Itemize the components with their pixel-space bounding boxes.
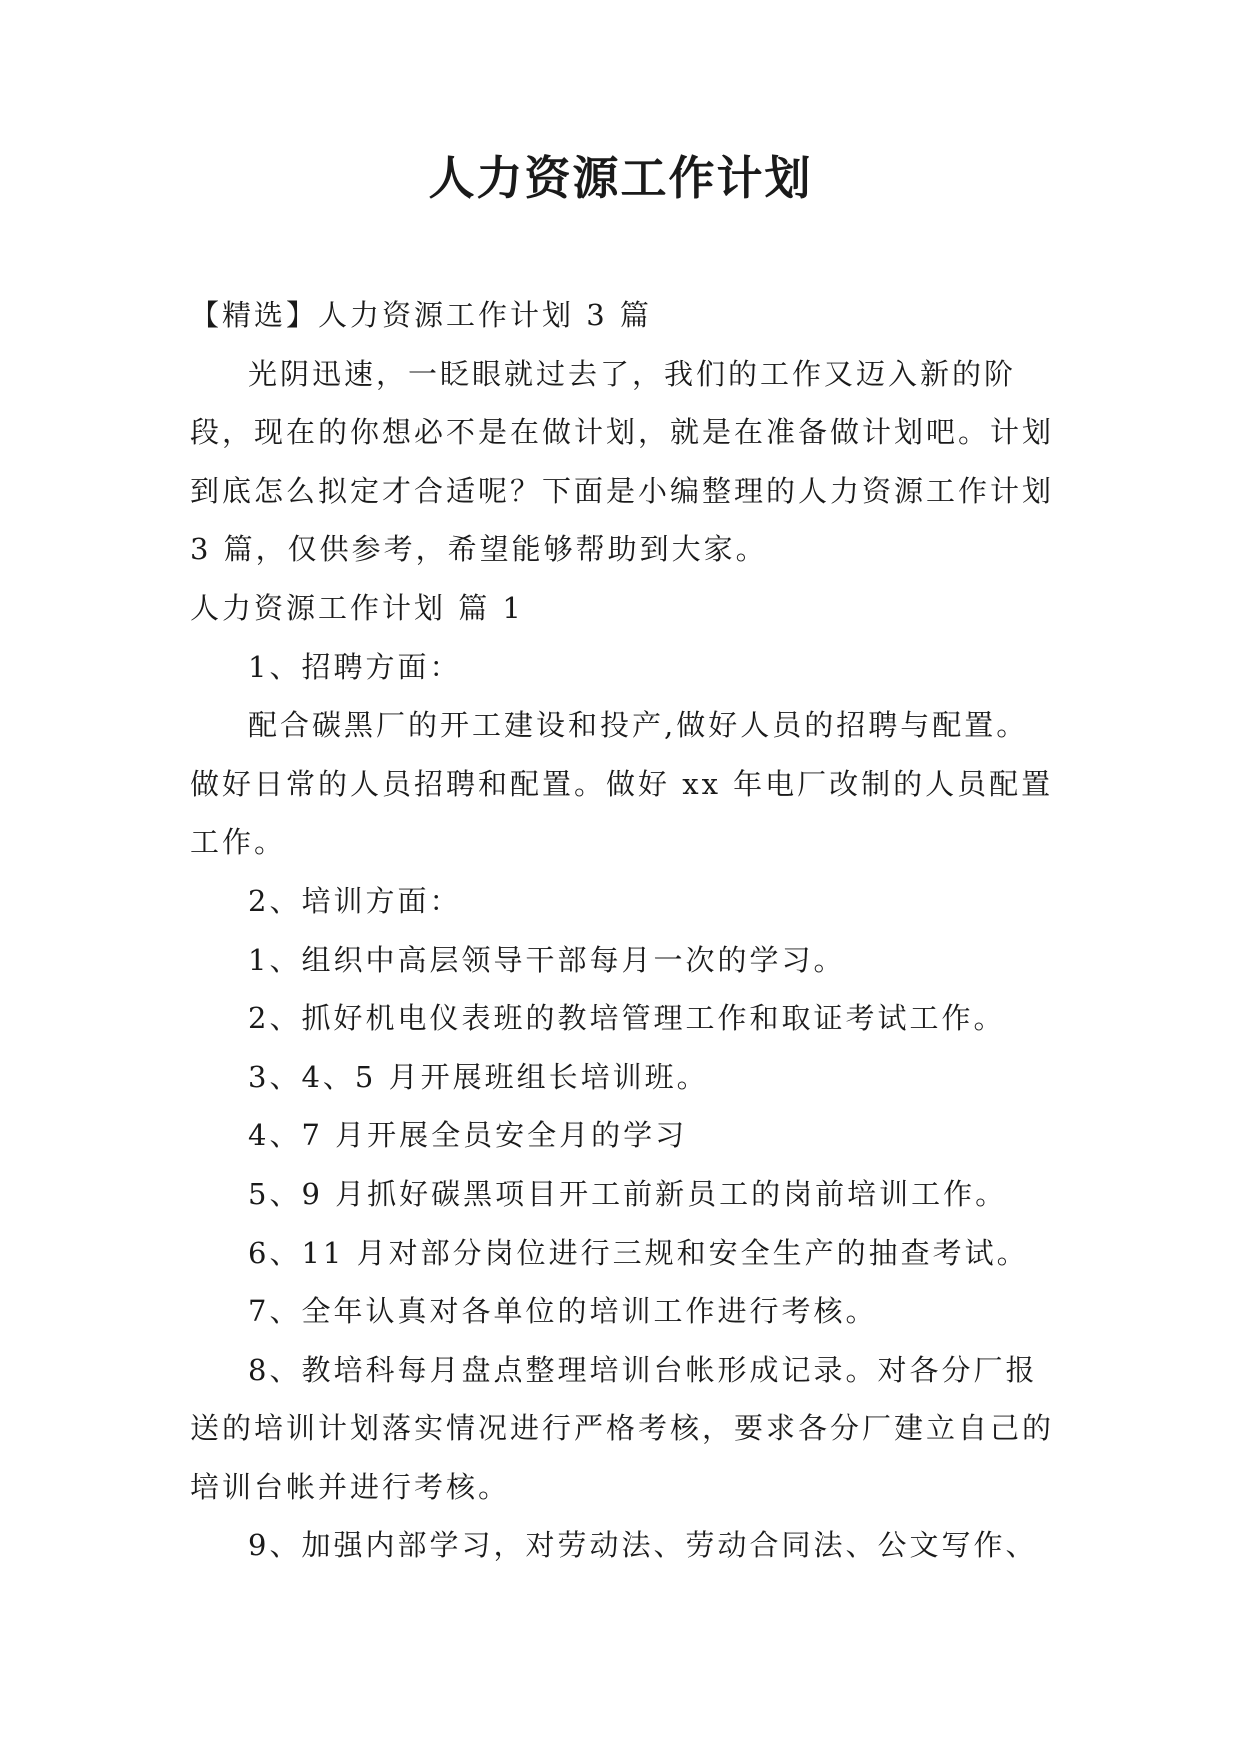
list-item: 2、抓好机电仪表班的教培管理工作和取证考试工作。 — [248, 1001, 1006, 1036]
paragraph-recruitment: 配合碳黑厂的开工建设和投产,做好人员的招聘与配置。做好日常的人员招聘和配置。做好 xx 年电厂改制的人员配置工作。 — [190, 708, 1054, 860]
list-item: 9、加强内部学习，对劳动法、劳动合同法、公文写作、 — [248, 1528, 1038, 1563]
document-body — [190, 286, 1060, 1575]
subheading-recruitment: 1、招聘方面： — [248, 649, 462, 684]
list-item: 8、教培科每月盘点整理培训台帐形成记录。对各分厂报送的培训计划落实情况进行严格考核，要求各分厂建立自己的培训台帐并进行考核。 — [190, 1352, 1055, 1504]
section-heading: 人力资源工作计划 篇 1 — [190, 590, 524, 625]
paragraph-subtitle: 【精选】人力资源工作计划 3 篇 — [190, 298, 652, 332]
list-item: 1、组织中高层领导干部每月一次的学习。 — [248, 942, 846, 977]
list-item: 4、7 月开展全员安全月的学习 — [248, 1118, 688, 1153]
subheading-training: 2、培训方面： — [248, 883, 462, 918]
document-title: 人力资源工作计划 — [428, 151, 813, 205]
list-item: 6、11 月对部分岗位进行三规和安全生产的抽查考试。 — [248, 1235, 1029, 1270]
list-item: 5、9 月抓好碳黑项目开工前新员工的岗前培训工作。 — [248, 1176, 1008, 1211]
paragraph-intro: 光阴迅速，一眨眼就过去了，我们的工作又迈入新的阶段，现在的你想必不是在做计划，就是在准备做计划吧。计划到底怎么拟定才合适呢？下面是小编整理的人力资源工作计划 3 篇，仅供参考，希望能够帮助到大家。 — [190, 356, 1055, 567]
list-item: 7、全年认真对各单位的培训工作进行考核。 — [248, 1294, 878, 1329]
list-item: 3、4、5 月开展班组长培训班。 — [248, 1059, 709, 1094]
